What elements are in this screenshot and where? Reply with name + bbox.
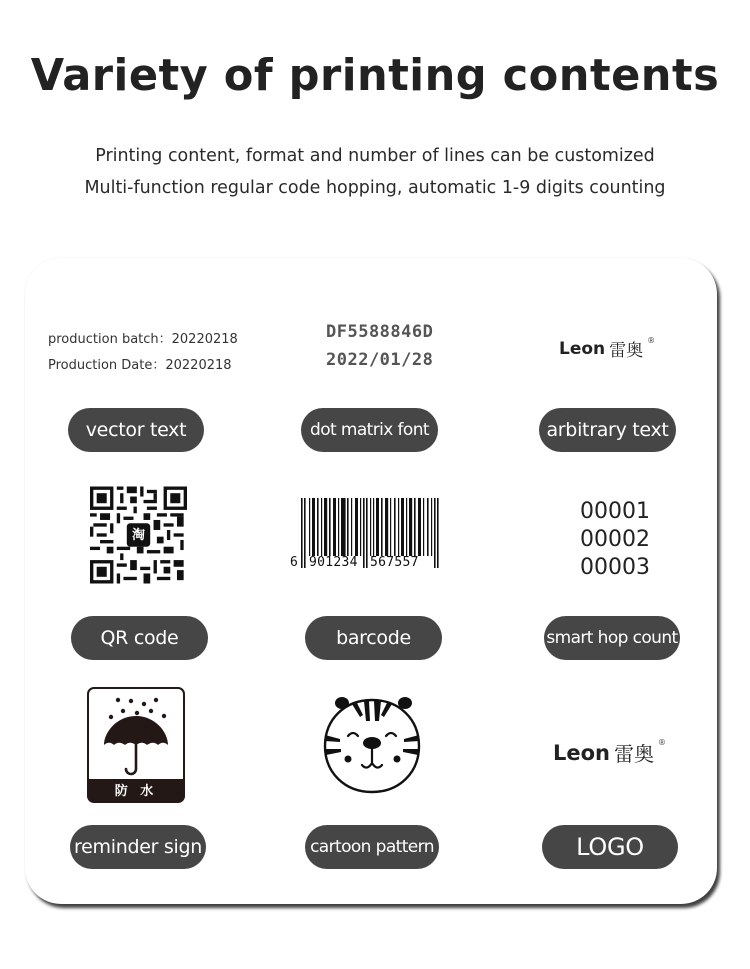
subtitle-line-2: Multi-function regular code hopping, automatic 1-9 digits counting: [84, 177, 666, 198]
logo-latin: Leon: [559, 338, 606, 359]
production-date-text: Production Date：20220218: [48, 358, 232, 373]
barcode-group-1: 901234: [309, 555, 358, 570]
qr-center-char: 淘: [131, 528, 145, 543]
leon-logo-small: [559, 336, 655, 361]
count-value: 00001: [580, 499, 650, 524]
tiger-face-icon: [320, 691, 424, 797]
qr-code-icon: [90, 486, 187, 584]
samples-card: [25, 258, 717, 904]
logo-latin: Leon: [553, 740, 611, 765]
logo-chinese: 雷奥: [614, 742, 655, 766]
page-title: Variety of printing contents: [30, 50, 720, 101]
smart-hop-count-pill[interactable]: smart hop count: [544, 616, 680, 660]
subtitle-line-1: Printing content, format and number of lines can be customized: [95, 145, 655, 166]
leon-logo-large: [553, 738, 666, 767]
dot-matrix-font-pill[interactable]: dot matrix font: [301, 408, 438, 452]
registered-mark: ®: [647, 336, 656, 345]
barcode-icon: [290, 498, 450, 580]
production-batch-text: production batch：20220218: [48, 332, 238, 347]
qr-code-pill[interactable]: QR code: [71, 616, 208, 660]
count-value: 00003: [580, 555, 650, 580]
count-value: 00002: [580, 527, 650, 552]
hop-count-values: [580, 498, 650, 582]
reminder-sign-pill[interactable]: reminder sign: [70, 825, 206, 869]
cartoon-pattern-pill[interactable]: cartoon pattern: [305, 825, 439, 869]
dot-matrix-line-1: DF5588846D: [326, 322, 434, 342]
registered-mark: ®: [658, 738, 667, 747]
barcode-group-2: 567557: [370, 555, 419, 570]
barcode-pill[interactable]: barcode: [305, 616, 442, 660]
vector-text-pill[interactable]: vector text: [68, 408, 204, 452]
arbitrary-text-pill[interactable]: arbitrary text: [539, 408, 676, 452]
dot-matrix-line-2: 2022/01/28: [326, 350, 434, 370]
logo-chinese: 雷奥: [609, 341, 644, 361]
logo-pill[interactable]: LOGO: [542, 825, 678, 869]
barcode-first-digit: 6: [290, 555, 298, 570]
waterproof-umbrella-icon: [87, 687, 185, 803]
waterproof-caption: 防 水: [114, 784, 158, 799]
